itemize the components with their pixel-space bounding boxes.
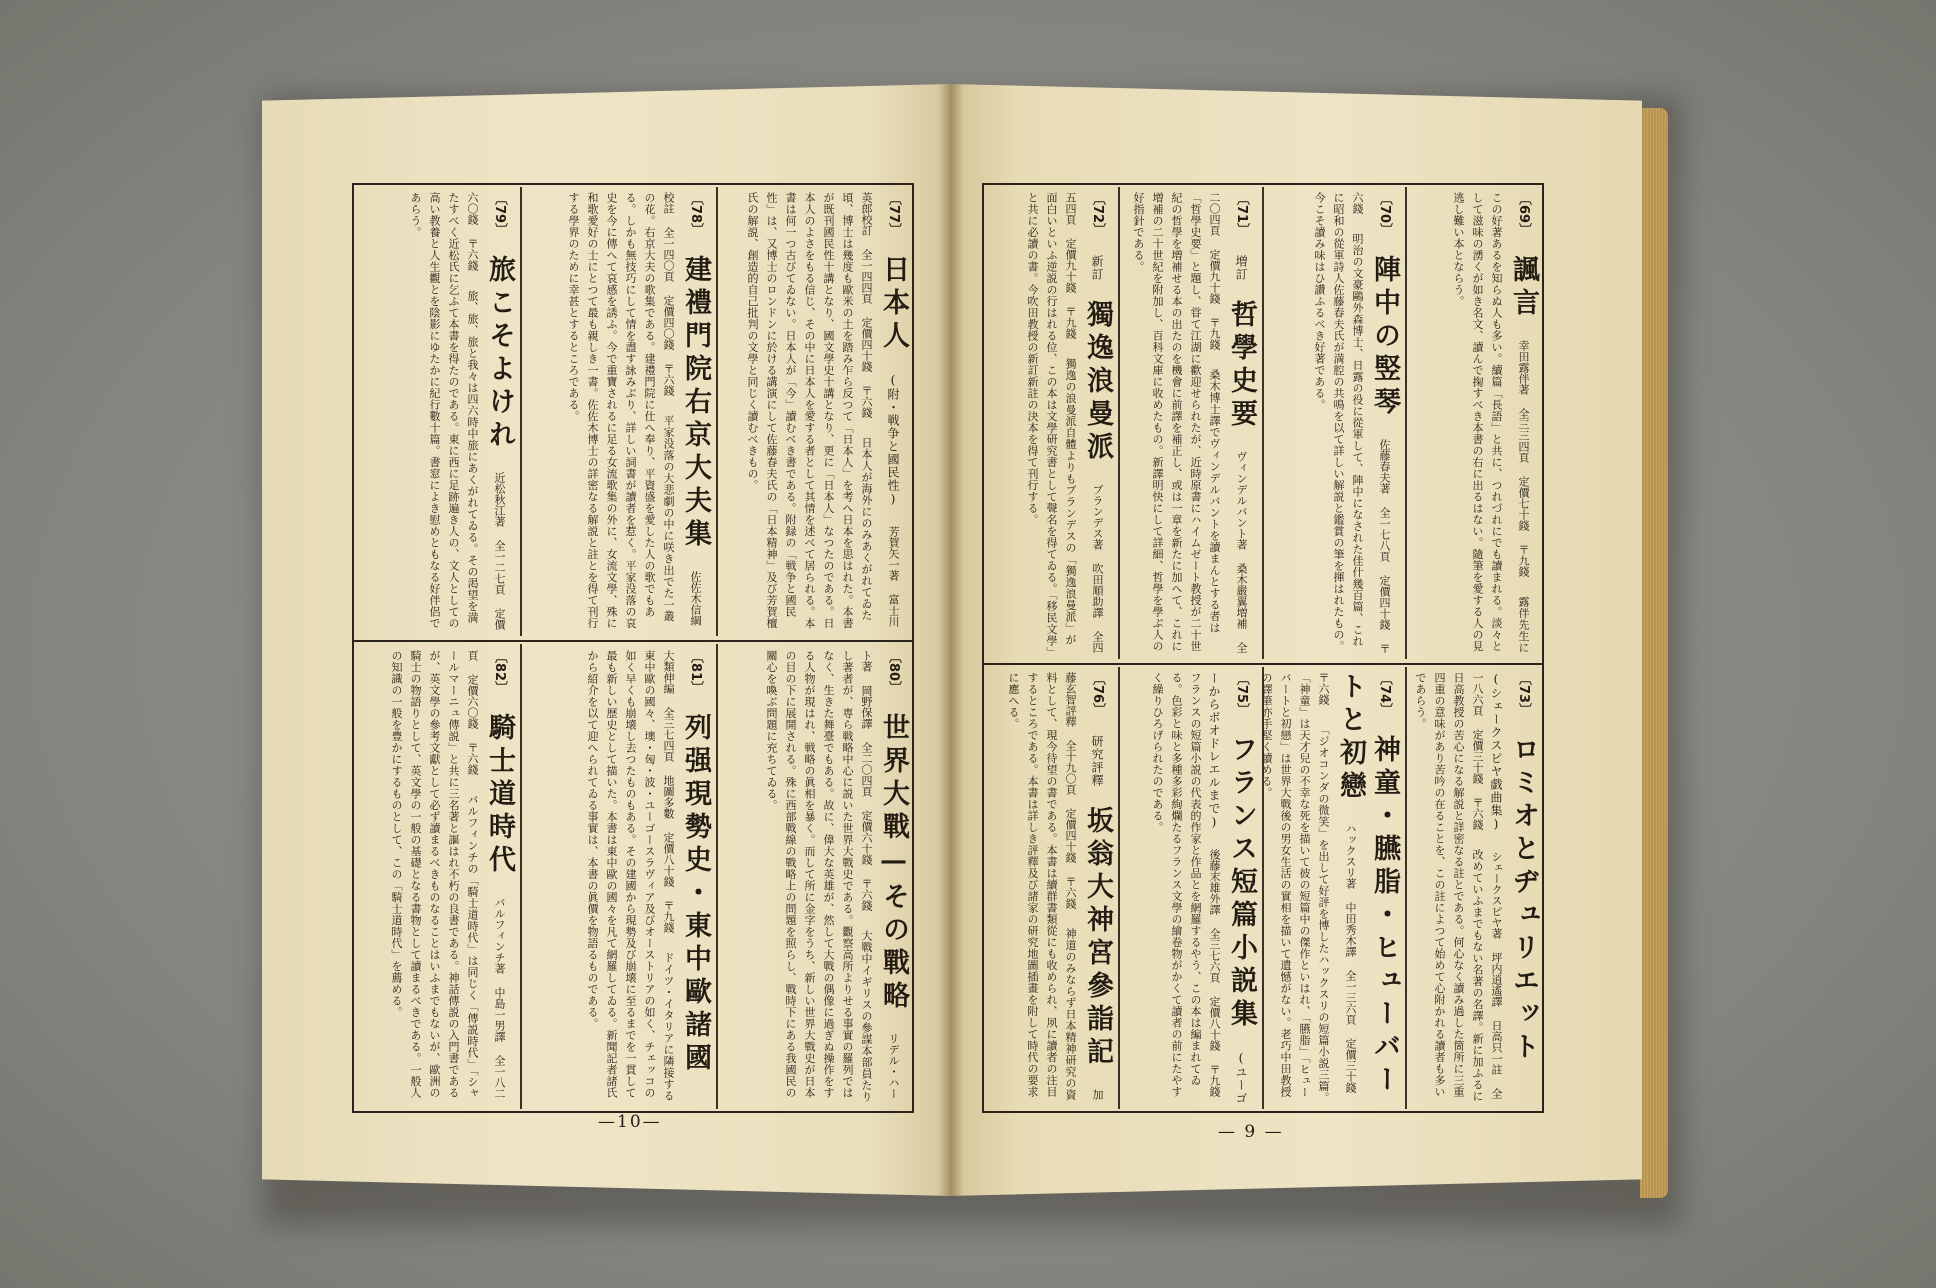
book-gutter bbox=[938, 84, 964, 1196]
catalog-entry-70 bbox=[1267, 192, 1401, 656]
right-col-divider bbox=[1118, 667, 1120, 1109]
entry-description: 改めていふまでもない名著の名譯。新に加ふるに日高教授の苦心になる解説と詳密なる註とである。何心なく讀み過した箇所に三重四重の意味があり苦吟の在ることを、この註によつて始めて心附かれる讀者も多いであらう。 bbox=[1414, 672, 1484, 1102]
entry-meta: ハックスリ著 中田秀木譯 全一三六頁 定價三十錢 〒六錢 bbox=[1317, 672, 1357, 1093]
catalog-entry-69 bbox=[1410, 192, 1540, 656]
entry-subtitle: 増訂 bbox=[1234, 255, 1248, 282]
entry-meta: 佐佐木信綱校註 全一四〇頁 定價四〇錢 〒六錢 bbox=[662, 192, 702, 627]
entry-subtitle: 新訂 bbox=[1090, 255, 1104, 282]
entry-description: 平家没落の大悲劇の中に咲き出でた一叢の花。右京大夫の歌集である。建禮門院に仕へ奉り、平資盛を愛した人の歌でもある。しかも無技巧にして情を盡す詠みぶり、詳しい詞書が讀者を惹く。平家没落の哀史を今に傳へて哀感を誘ふ。今で重寶されるに足る女流歌集の外に、女流文學、殊に和歌愛好の士にとつて最も親しき一書。佐佐木博士の詳密なる解説と註とを得て刊行する學界のために幸甚とするところである。 bbox=[567, 192, 675, 629]
entry-meta: シェークスピヤ著 坪内逍遙譯 日高只一註 全一八六頁 定價三十錢 〒六錢 bbox=[1471, 672, 1503, 1099]
entry-title: 陣中の竪琴 bbox=[1369, 255, 1400, 421]
book-page-edges bbox=[1640, 108, 1668, 1198]
entry-title: 列强現勢史・東中歐諸國 bbox=[680, 713, 711, 1077]
entry-title: 世界大戰—その戰略 bbox=[878, 713, 909, 1015]
entry-number: 〔80〕 bbox=[886, 650, 901, 695]
entry-meta: 幸田露伴著 全三三四頁 定價七十錢 〒九錢 bbox=[1517, 340, 1530, 578]
entry-title: 日本人 bbox=[878, 255, 909, 355]
entry-meta: 芳賀矢一著 富士川英郎校訂 全一四四頁 定價四十錢 〒六錢 bbox=[860, 192, 900, 628]
catalog-entry-80 bbox=[722, 650, 910, 1105]
catalog-entry-76 bbox=[987, 672, 1114, 1106]
entry-title: 神童・臙脂・ヒューバートと初戀 bbox=[1335, 672, 1400, 1099]
entry-subtitle: (附・戦争と國民性) bbox=[886, 373, 900, 508]
entry-number: 〔72〕 bbox=[1090, 192, 1105, 237]
entry-number: 〔74〕 bbox=[1377, 672, 1392, 717]
catalog-entry-79 bbox=[358, 192, 516, 632]
catalog-entry-75 bbox=[1123, 672, 1258, 1106]
catalog-entry-77 bbox=[722, 192, 910, 632]
entry-description: 旅、旅、旅と我々は四六時中旅にあくがれてゐる。その渇望を満たすべく近松氏に乞ふて本書を得たのである。東に西に足跡遍き人の、文人としての高い教養と人生觀とを陰影にゆたかに紀行數十篇。書窓によき慰めともなる好伴侶であらう。 bbox=[409, 192, 479, 629]
right-page-number: — 9 — bbox=[1218, 1122, 1284, 1142]
left-col-divider bbox=[716, 187, 718, 636]
entry-number: 〔70〕 bbox=[1377, 192, 1392, 237]
entry-meta: ヴィンデルバント著 桑木嚴翼増補 全二〇四頁 定價九十錢 〒九錢 bbox=[1208, 192, 1248, 654]
entry-number: 〔71〕 bbox=[1234, 192, 1249, 237]
entry-title: 騎士道時代 bbox=[484, 713, 515, 879]
left-col-divider bbox=[520, 644, 522, 1109]
entry-description: バルフィンチの「騎士道時代」は同じく「傳説時代」「シャールマーニュ傳説」と共に三名著と謳はれ不朽の良書である。神話傳説の入門書であるが、英文學の參考文獻として必ず讀まるべきものなることはいふまでもないが、歐洲の騎士の物語りとして、英文學の一般の基礎となる書物として讀まるべきである。一般人の知識の一般を豊かにするものとして、この「騎士道時代」を薦める。 bbox=[390, 650, 479, 1099]
catalog-entry-81 bbox=[526, 650, 712, 1105]
left-page-number: —10— bbox=[598, 1112, 662, 1132]
right-col-divider bbox=[1405, 667, 1407, 1109]
entry-description: ドイツ・イタリアに隣接する東中歐の國々、墺・匈・波・ユーゴースラヴィア及びオーストリアの如く、チェッコの如く早くも崩壊し去つたものもある。その建國から現勢及び崩壊に至るまでを一貫して最も新しい歴史として描いた。本書は東中歐の國々を凡て網羅してゐる。新聞記者諸氏から紹介を以て迎へられてゐる事實は、本書の眞價を物語るものである。 bbox=[586, 650, 675, 1102]
entry-title: 旅こそよけれ bbox=[484, 255, 515, 454]
entry-title: ロミオとヂュリエット bbox=[1508, 735, 1539, 1066]
entry-meta: バルフィンチ著 中島一男譯 全一八二頁 定價六〇錢 〒六錢 bbox=[466, 650, 506, 1100]
entry-meta: ブランデス著 吹田順助譯 全四五四頁 定價九十錢 〒九錢 bbox=[1064, 192, 1104, 654]
entry-description: 明治の文豪鷗外森博士、日露の役に從軍して、陣中になされた佳什幾百篇、これに昭和の從軍詩人佐藤春夫氏が満腔の共鳴を以て詳しい解説と鑑賞の筆を揮はれたもの。今こそ讀み味はひ讚ふるべき好著である。 bbox=[1313, 192, 1364, 652]
entry-number: 〔77〕 bbox=[886, 192, 901, 237]
catalog-entry-72 bbox=[987, 192, 1114, 656]
left-col-divider bbox=[716, 644, 718, 1109]
entry-meta: 大類伸編 全三七四頁 地圖多數 定價八十錢 〒九錢 bbox=[662, 650, 675, 933]
right-row-divider bbox=[982, 663, 1544, 665]
entry-meta: 近松秋江著 全一二七頁 定價六〇錢 〒六錢 bbox=[466, 192, 506, 631]
entry-number: 〔69〕 bbox=[1516, 192, 1531, 237]
entry-number: 〔73〕 bbox=[1516, 672, 1531, 717]
entry-description: 日本人が海外にのみあくがれてゐた頃、博士は幾度も歐米の土を踏み乍ら反つて「日本人」を考へ日本を思はれた。本書が既刊國民性十講となり、國文學史十講となり、更に「日本人」なつたのである。日本人のよさをもる信じ、その中に日本人を愛する者として其情を述べて居られる。本書は何一つ古びてゐない。日本人が「今」讀むべき書である。附録の「戦争と國民性」は、又博士のロンドンに於ける講演にして佐藤春夫氏の「日本精神」及び芳賀檀氏の解説、創造的自己批判の文學と同じく讀むべきもの。 bbox=[746, 192, 873, 629]
entry-number: 〔75〕 bbox=[1234, 672, 1249, 717]
entry-description: 大戰中イギリスの參謀本部員たりし著者が、専ら戦略中心に説いた世界大戰史である。觀察高所よりせる事實の羅列ではなく、生きた舞臺でもある。故に、偉大な英雄が、然して大戰の偶像に過ぎぬ操作をする人物が現はれ、戦略の眞相を暴く。而して所に金字をうち、新しい世界大戰史が日本の目の下に展開される。殊に西部戰線の戰略上の問題を照らし、戰時下にある我國民の關心を喚ぶ問題に充ちてゐる。 bbox=[765, 650, 873, 1103]
entry-meta: 加藤玄智評釋 全十九〇頁 定價四十錢 〒六錢 bbox=[1064, 672, 1104, 1101]
catalog-entry-74 bbox=[1260, 672, 1401, 1106]
right-col-divider bbox=[1405, 187, 1407, 659]
entry-title: 諷言 bbox=[1508, 255, 1539, 322]
entry-description: 桑木博士譯でヴィンデルバントを讀まんとする者は「哲學史要」と題し、甞て江湖に歡迎せられたが、近時原書にハイムゼート教授が二十世紀の哲學を増補せる本の出たのを機會に前譯を補正し、或は一章を新たに加へて、これに増補の二十世紀を附加し、百科文庫に收めたもの。新譯明快にして詳細、哲學を學ぶ人の好指針である。 bbox=[1132, 192, 1221, 652]
right-col-divider bbox=[1118, 187, 1120, 659]
right-col-divider bbox=[1262, 187, 1264, 659]
entry-number: 〔78〕 bbox=[688, 192, 703, 237]
entry-description: 獨逸の浪曼派自體よりもブランデスの「獨逸浪曼派」が面白いといふ逆説の行はれる位、この本は文學研究書として聲名を得てゐる。「移民文學」と共に必讀の書。今吹田教授の新訂新註の決本を得て刊行する。 bbox=[1026, 192, 1077, 653]
catalog-entry-73 bbox=[1410, 672, 1540, 1106]
entry-title: 獨逸浪曼派 bbox=[1082, 300, 1113, 466]
left-row-divider bbox=[352, 640, 914, 642]
entry-description: フランスの短篇小説の代表的作家と作品とを網羅するやう、この本は編まれてゐる。色彩と味と多種多彩絢爛たるフランス文學の繪卷物がかくて讀者の前にたやすく繰りひろげられたのである。 bbox=[1151, 672, 1202, 1098]
entry-title: 坂翁大神宮參詣記 bbox=[1082, 806, 1113, 1071]
catalog-entry-71 bbox=[1123, 192, 1258, 656]
entry-meta: 佐藤春夫著 全一七八頁 定價四十錢 〒六錢 bbox=[1351, 192, 1391, 655]
entry-number: 〔79〕 bbox=[492, 192, 507, 237]
entry-subtitle: 研究評釋 bbox=[1090, 735, 1104, 788]
entry-number: 〔81〕 bbox=[688, 650, 703, 695]
entry-title: フランス短篇小説集 bbox=[1226, 735, 1257, 1033]
entry-meta: 後藤末雄外譯 全三七六頁 定價八十錢 〒九錢 bbox=[1208, 849, 1221, 1097]
catalog-entry-78 bbox=[526, 192, 712, 632]
entry-title: 哲學史要 bbox=[1226, 300, 1257, 433]
entry-description: 神道のみならず日本精神研究の資料として、現今待望の書である。本書は續群書類從にも收められ、夙に讀者の注目するところである。本書は詳しき評釋及び諸家の研究地圖插畫を附して時代の要求に應へる。 bbox=[1007, 672, 1077, 1101]
entry-number: 〔82〕 bbox=[492, 650, 507, 695]
entry-meta: リデル・ハート著 岡野保譯 全二〇四頁 定價六十錢 〒六錢 bbox=[860, 650, 900, 1100]
entry-description: 「ジオコンダの微笑」を出して好評を博したハックスリの短篇小説三篇。「神童」は天才兒の不幸な死を描いて彼の短篇中の傑作といはれ、「臙脂」「ヒューバートと初戀」は世界大戰後の男女生活の實相を描いて遺憾がない。老巧中田教授の譯筆亦手堅く讀める。 bbox=[1260, 672, 1330, 1104]
entry-number: 〔76〕 bbox=[1090, 672, 1105, 717]
entry-description: 露伴先生にこの好著あるを知らぬ人も多い。續篇「長語」と共に、つれづれにでも讀まれる。淡々として滋味の湧くが如き名文、讀んで掬すべき本書の右に出るはない。隨筆を愛する人の見逃し難い本とならう。 bbox=[1452, 192, 1530, 654]
entry-title: 建禮門院右京大夫集 bbox=[680, 255, 711, 553]
entry-subtitle: (シェークスピヤ戯曲集) bbox=[1489, 672, 1503, 832]
entry-subtitle: (ユーゴーからボオドレエルまで) bbox=[1207, 672, 1248, 1106]
catalog-entry-82 bbox=[358, 650, 516, 1105]
left-col-divider bbox=[520, 187, 522, 636]
